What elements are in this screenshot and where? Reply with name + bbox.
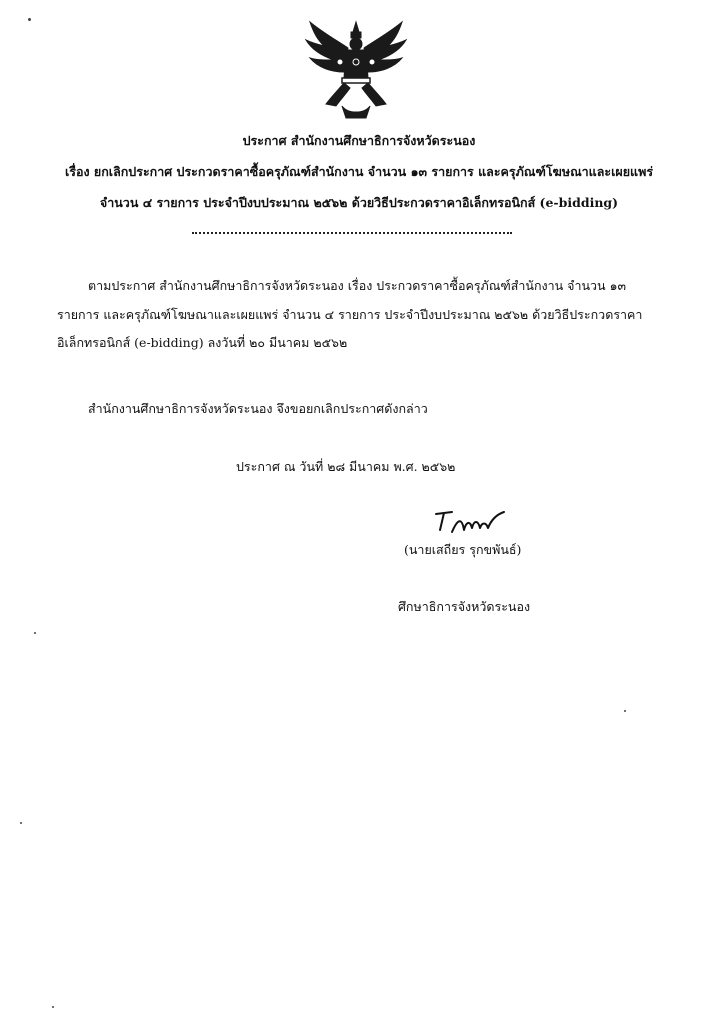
signatory-position: ศึกษาธิการจังหวัดระนอง [398, 599, 531, 614]
scan-speck [20, 822, 22, 824]
paragraph-1-line-3: อิเล็กทรอนิกส์ (e-bidding) ลงวันที่ ๒๐ มีนาคม ๒๕๖๒ [57, 335, 348, 350]
paragraph-1-line-2: รายการ และครุภัณฑ์โฆษณาและเผยแพร่ จำนวน ๔ รายการ ประจำปีงบประมาณ ๒๕๖๒ ด้วยวิธีประกวดราคา [57, 307, 643, 322]
signatory-name: (นายเสถียร รุกขพันธ์) [404, 542, 522, 557]
subject-line-1: เรื่อง ยกเลิกประกาศ ประกวดราคาซื้อครุภัณฑ์สำนักงาน จำนวน ๑๓ รายการ และครุภัณฑ์โฆษณาและเผยแพร่ [64, 164, 654, 179]
garuda-emblem-icon [302, 18, 410, 122]
paragraph-2: สำนักงานศึกษาธิการจังหวัดระนอง จึงขอยกเลิกประกาศดังกล่าว [88, 401, 428, 416]
subject-line-2: จำนวน ๔ รายการ ประจำปีงบประมาณ ๒๕๖๒ ด้วยวิธีประกวดราคาอิเล็กทรอนิกส์ (e-bidding) [99, 195, 619, 210]
handwritten-signature [432, 508, 512, 538]
scan-speck [34, 632, 36, 634]
paragraph-1-line-1: ตามประกาศ สำนักงานศึกษาธิการจังหวัดระนอง เรื่อง ประกวดราคาซื้อครุภัณฑ์สำนักงาน จำนวน ๑๓ [88, 278, 627, 293]
announcement-header: ประกาศ สำนักงานศึกษาธิการจังหวัดระนอง [242, 133, 476, 148]
scan-speck [28, 18, 31, 21]
separator-line [192, 232, 512, 234]
date-line: ประกาศ ณ วันที่ ๒๘ มีนาคม พ.ศ. ๒๕๖๒ [236, 459, 456, 474]
scan-speck [624, 710, 626, 712]
scan-speck [52, 1006, 54, 1008]
